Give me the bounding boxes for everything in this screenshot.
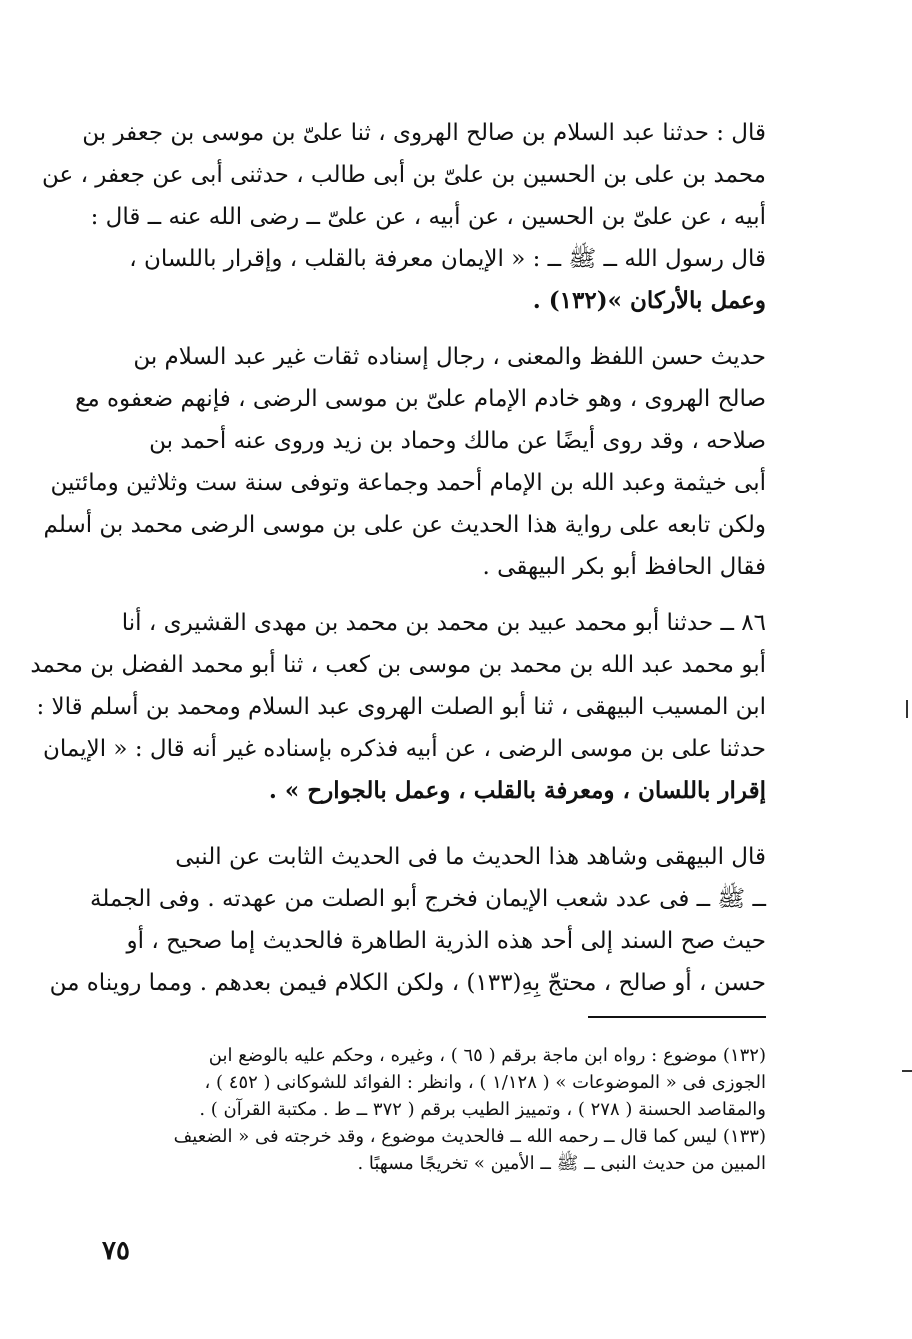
text-line: أبى خيثمة وعبد الله بن الإمام أحمد وجماعة وتوفى سنة ست وثلاثين ومائتين xyxy=(50,470,766,496)
scan-mark xyxy=(906,700,908,718)
paragraph-1 xyxy=(42,112,766,322)
text-line: حدثنا على بن موسى الرضى ، عن أبيه فذكره بإسناده غير أنه قال : « الإيمان xyxy=(43,736,766,762)
text-line: قال البيهقى وشاهد هذا الحديث ما فى الحديث الثابت عن النبى xyxy=(175,844,766,870)
footnote-line: الجوزى فى « الموضوعات » ( ١/١٢٨ ) ، وانظر : الفوائد للشوكانى ( ٤٥٢ ) ، xyxy=(204,1072,766,1093)
text-line: حديث حسن اللفظ والمعنى ، رجال إسناده ثقات غير عبد السلام بن xyxy=(133,344,766,370)
text-line: صلاحه ، وقد روى أيضًا عن مالك وحماد بن زيد وروى عنه أحمد بن xyxy=(149,428,766,454)
text-line: محمد بن على بن الحسين بن علىّ بن أبى طالب ، حدثنى أبى عن جعفر ، عن xyxy=(42,162,766,188)
text-line: فقال الحافظ أبو بكر البيهقى . xyxy=(482,554,766,580)
text-line: صالح الهروى ، وهو خادم الإمام علىّ بن موسى الرضى ، فإنهم ضعفوه مع xyxy=(75,386,766,412)
text-line: ابن المسيب البيهقى ، ثنا أبو الصلت الهروى عبد السلام ومحمد بن أسلم قالا : xyxy=(36,694,766,720)
text-line: حسن ، أو صالح ، محتجّ بِهِ(١٣٣) ، ولكن الكلام فيمن بعدهم . ومما رويناه من xyxy=(49,970,766,996)
text-line: ولكن تابعه على رواية هذا الحديث عن على بن موسى الرضى محمد بن أسلم xyxy=(43,512,766,538)
text-line: أبيه ، عن علىّ بن الحسين ، عن أبيه ، عن علىّ ــ رضى الله عنه ــ قال : xyxy=(90,204,766,230)
text-line: ٨٦ ــ حدثنا أبو محمد عبيد بن محمد بن محمد بن مهدى القشيرى ، أنا xyxy=(121,610,766,636)
page-number: ٧٥ xyxy=(102,1236,130,1266)
text-line: قال : حدثنا عبد السلام بن صالح الهروى ، ثنا علىّ بن موسى بن جعفر بن xyxy=(82,120,766,146)
footnote-line: المبين من حديث النبى ــ ﷺ ــ الأمين » تخريجًا مسهبًا . xyxy=(357,1153,766,1174)
paragraph-4 xyxy=(49,836,766,1004)
text-line: إقرار باللسان ، ومعرفة بالقلب ، وعمل بالجوارح » . xyxy=(268,777,766,804)
text-line: وعمل بالأركان »(١٣٢) . xyxy=(532,287,766,314)
scan-mark xyxy=(902,1070,912,1072)
footnote-line: (١٣٢) موضوع : رواه ابن ماجة برقم ( ٦٥ ) ، وغيره ، وحكم عليه بالوضع ابن xyxy=(208,1045,766,1066)
footnote-line: والمقاصد الحسنة ( ٢٧٨ ) ، وتمييز الطيب برقم ( ٣٧٢ ــ ط . مكتبة القرآن ) . xyxy=(199,1099,766,1120)
text-line: ــ ﷺ ــ فى عدد شعب الإيمان فخرج أبو الصلت من عهدته . وفى الجملة xyxy=(90,886,766,912)
footnote-separator xyxy=(588,1016,766,1018)
text-line: قال رسول الله ــ ﷺ ــ : « الإيمان معرفة بالقلب ، وإقرار باللسان ، xyxy=(129,246,766,272)
paragraph-2 xyxy=(43,336,766,588)
paragraph-3 xyxy=(30,602,766,812)
footnotes xyxy=(98,1042,766,1177)
footnote-line: (١٣٣) ليس كما قال ــ رحمه الله ــ فالحديث موضوع ، وقد خرجته فى « الضعيف xyxy=(173,1126,766,1147)
text-line: أبو محمد عبد الله بن محمد بن موسى بن كعب ، ثنا أبو محمد الفضل بن محمد xyxy=(30,652,766,678)
text-line: حيث صح السند إلى أحد هذه الذرية الطاهرة فالحديث إما صحيح ، أو xyxy=(126,928,766,954)
